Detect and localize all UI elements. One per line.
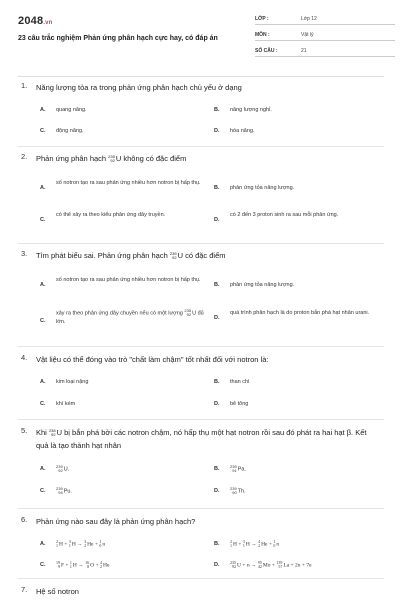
question-number: 5. xyxy=(21,426,28,435)
subject-value: Vật lý xyxy=(301,32,314,38)
question-number: 7. xyxy=(21,585,28,594)
header-divider xyxy=(18,76,384,77)
divider xyxy=(18,578,384,579)
logo-suffix: .vn xyxy=(43,20,53,26)
question-7 xyxy=(18,585,384,599)
count-value: 21 xyxy=(301,48,307,54)
question-5: 5. Khi 238 92 U bị bắn phá bởi các notron chậm, nó hấp thụ một hạt notron rồi sau đó phát ra hai hạt β. Kết quả là tạo thành hạt nhân A. 239 92 U. B. 239 91 Pa. C. 239 94 Pu. D. 239 90 Th. xyxy=(18,426,384,508)
nuclide-u235: 235 92 xyxy=(169,251,177,261)
divider xyxy=(18,346,384,347)
nuclide-u235: 235 92 xyxy=(184,308,192,317)
question-number: 4. xyxy=(21,353,28,362)
question-1: 1. Năng lượng tỏa ra trong phản ứng phân hạch chủ yếu ở dạng A. quang năng. B. năng lượng nghỉ. C. động năng. D. hóa năng. xyxy=(18,81,384,151)
meta-grade xyxy=(255,12,395,25)
question-text: Tìm phát biểu sai. Phản ứng phân hạch 235 92 U có đặc điểm xyxy=(36,251,226,261)
divider xyxy=(18,508,384,509)
question-text: Hệ số notron xyxy=(36,587,79,596)
subject-label: MÔN : xyxy=(255,32,270,38)
count-label: SỐ CÂU : xyxy=(255,48,278,54)
question-4: 4. Vật liệu có thể đóng vào trò "chất làm chậm" tốt nhất đối với notron là: A. kim loại nặng B. than chì C. khí kém D. bê tông xyxy=(18,353,384,423)
question-text: Phản ứng nào sau đây là phản ứng phân hạch? xyxy=(36,517,196,526)
question-number: 2. xyxy=(21,152,28,161)
question-6: 6. Phản ứng nào sau đây là phản ứng phân hạch? A. 2 1 H + 3 1 H → 3 2 He + 1 0 n B. 2 1 H + 3 1 H → 4 2 He + 1 0 n C. 19 9 F + 1 1 H → 16 8 O + 4 2 He D. 235 92 U + n → 95 42 Mo + 139 57 La + 2n + 7e xyxy=(18,515,384,575)
divider xyxy=(18,419,384,420)
question-text: Phản ứng phân hạch 235 92 U không có đặc điểm xyxy=(36,154,187,164)
question-3: 3. Tìm phát biểu sai. Phản ứng phân hạch 235 92 U có đặc điểm A. số notron tạo ra sau phản ứng nhiều hơn notron bị hấp thụ. B. phản ứng tỏa năng lượng. C. xảy ra theo phản ứng dây chuyền nếu có một lượng 235 92 U đủ lớn. D. quá trình phân hạch là do proton bắn phá hạt nhân urani. xyxy=(18,249,384,345)
meta-count xyxy=(255,44,395,57)
divider xyxy=(18,243,384,244)
question-2: 2. Phản ứng phân hạch 235 92 U không có đặc điểm A. số notron tạo ra sau phản ứng nhiều hơn notron bị hấp thụ. B. phản ứng tỏa năng lượng. C. có thể xảy ra theo kiểu phản ứng dây truyền. D. có 2 đến 3 proton sinh ra sau mỗi phản ứng. xyxy=(18,152,384,242)
question-text: Khi 238 92 U bị bắn phá bởi các notron chậm, nó hấp thụ một hạt notron rồi sau đó phát ra hai hạt β. Kết quả là tạo thành hạt nhân xyxy=(36,428,367,450)
grade-label: LỚP : xyxy=(255,16,269,22)
site-logo[interactable] xyxy=(18,15,53,27)
question-text: Vật liệu có thể đóng vào trò "chất làm chậm" tốt nhất đối với notron là: xyxy=(36,355,269,364)
question-number: 1. xyxy=(21,81,28,90)
question-number: 3. xyxy=(21,249,28,258)
document-header xyxy=(18,12,388,70)
divider xyxy=(18,146,384,147)
nuclide-u235: 235 92 xyxy=(108,154,115,164)
meta-subject xyxy=(255,28,395,41)
nuclide-u238: 238 92 xyxy=(48,428,56,438)
question-text: Năng lượng tỏa ra trong phản ứng phân hạch chủ yếu ở dạng xyxy=(36,83,242,92)
document-title: 23 câu trắc nghiệm Phản ứng phân hạch cực hay, có đáp án xyxy=(18,35,218,42)
grade-value: Lớp 12 xyxy=(301,16,317,22)
question-number: 6. xyxy=(21,515,28,524)
logo-text: 2048 xyxy=(18,15,44,27)
